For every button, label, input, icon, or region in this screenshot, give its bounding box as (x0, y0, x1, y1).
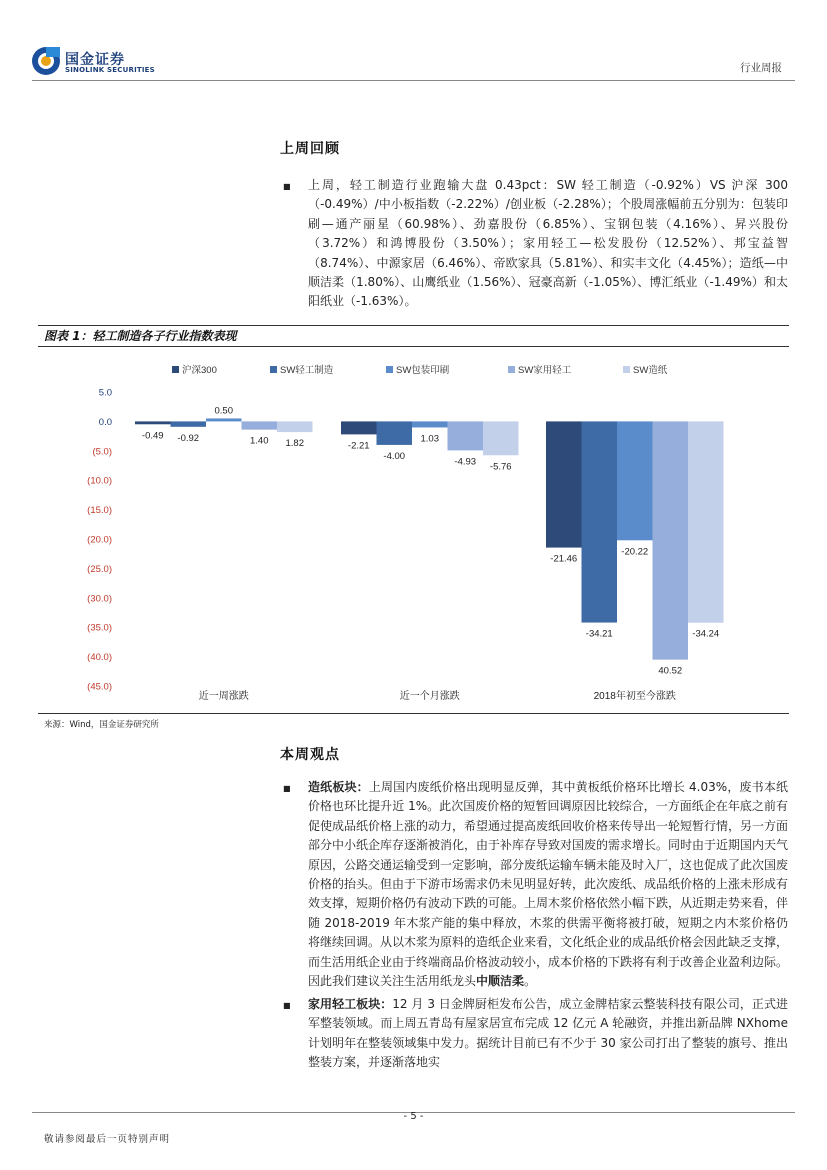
legend-swatch (508, 366, 515, 373)
sub-industry-index-chart (38, 348, 789, 713)
bar (653, 421, 689, 659)
logo-en-text: SINOLINK SECURITIES (65, 66, 155, 74)
paper-sector-end: 。 (524, 974, 537, 989)
data-label: 1.82 (285, 438, 304, 450)
data-label: -21.46 (550, 553, 578, 565)
household-sector-body: 12 月 3 日金牌厨柜发布公告，成立金牌桔家云整装科技有限公司，正式进军整装领域。而上周五青岛有屋家居宣布完成 12 亿元 A 轮融资，并推出新品牌 NXhome 计划明年在整装领域集中发力。据统计目前已有不少于 30 家公司打出了整装的旗号、推出整装方案，并逐渐落地实 (308, 997, 788, 1070)
bullet-icon: ■ (283, 1001, 291, 1010)
data-label: -34.21 (585, 628, 613, 640)
legend-swatch (386, 366, 393, 373)
bar (617, 421, 653, 540)
figure-title: 图表 1：轻工制造各子行业指数表现 (44, 329, 237, 343)
legend-swatch (172, 366, 179, 373)
disclaimer-text: 敬请参阅最后一页特别声明 (44, 1134, 171, 1145)
bar (448, 421, 484, 450)
paper-sector-emphasis: 中顺洁柔 (476, 974, 525, 989)
page-number: - 5 - (403, 1111, 424, 1122)
chart-y-axis (87, 388, 112, 693)
data-label: -2.21 (347, 440, 370, 452)
logo-cn-text: 国金证券 (65, 52, 125, 68)
bar (171, 421, 207, 426)
sinolink-logo-icon (31, 46, 61, 76)
bar (135, 421, 171, 424)
figure-bottom-rule (38, 713, 789, 714)
bar (206, 418, 242, 421)
category-label: 2018年初至今涨跌 (593, 691, 676, 702)
y-tick-label: 0.0 (98, 416, 112, 428)
bar (341, 421, 377, 434)
paper-sector-heading: 造纸板块： (308, 780, 369, 794)
data-label: 1.03 (420, 433, 439, 445)
category-label: 近一个月涨跌 (399, 691, 460, 702)
data-label: -0.49 (141, 430, 164, 442)
data-label: 40.52 (658, 665, 683, 677)
household-sector-heading: 家用轻工板块： (308, 997, 393, 1011)
y-tick-label: 5.0 (98, 387, 112, 399)
y-tick-label: (10.0) (87, 475, 112, 487)
paper-sector-body: 上周国内废纸价格出现明显反弹，其中黄板纸价格环比增长 4.03%，废书本纸价格也环比提升近 1%。此次国废价格的短暂回调原因比较综合，一方面纸企在年底之前有促使成品纸价格上涨的动力，希望通过提高废纸回收价格来传导出一轮短暂行情，另一方面部分中小纸企库存逐渐被消化，由于补库存导致对国废的需求增长。同时由于近期国内天气原因，公路交通运输受到一定影响，部分废纸运输车辆未能及时入厂，这也促成了此次国废价格的抬头。但由于下游市场需求仍未见明显好转，此次废纸、成品纸价格的上涨未形成有效支撑，短期价格仍有波动下跌的可能。上周木浆价格依然小幅下跌，从近期走势来看，伴随 2018-2019 年木浆产能的集中释放，木浆的供需平衡将被打破，短期之内木浆价格仍将继续回调。从以木浆为原料的造纸企业来看，文化纸企业的成品纸价格会因此缺乏支撑，而生活用纸企业由于终端商品价格波动较小，成本价格的下跌将有利于改善企业盈利边际。因此我们建议关注生活用纸龙头 (308, 780, 789, 989)
section-title-this-week: 本周观点 (280, 747, 340, 763)
y-tick-label: (20.0) (87, 534, 112, 546)
data-label: -20.22 (621, 546, 649, 558)
bar (546, 421, 582, 547)
y-tick-label: (15.0) (87, 505, 112, 517)
y-tick-label: (5.0) (92, 446, 112, 458)
bullet-icon: ■ (283, 784, 291, 793)
last-week-paragraph: 上周，轻工制造行业跑输大盘 0.43pct：SW 轻工制造（-0.92%）VS 沪深 300（-0.49%）/中小板指数（-2.22%）/创业板（-2.28%）；个股周涨幅前五分别为：包装印刷—通产丽星（60.98%）、劲嘉股份（6.85%）、宝钢包装（4.16%）、昇兴股份（3.72%）和鸿博股份（3.50%）；家用轻工—松发股份（12.52%）、邦宝益智（8.74%）、中源家居（6.46%）、帝欧家具（5.81%）、和实丰文化（4.45%）；造纸—中顺洁柔（1.80%）、山鹰纸业（1.56%）、冠豪高新（-1.05%）、博汇纸业（-1.49%）和太阳纸业（-1.63%）。 (308, 178, 788, 309)
section-title-last-week: 上周回顾 (280, 141, 340, 157)
data-label: -5.76 (489, 461, 512, 473)
data-label: -34.24 (692, 628, 720, 640)
y-tick-label: (45.0) (87, 681, 112, 693)
bar (582, 421, 618, 622)
header-divider (32, 80, 795, 81)
bar (483, 421, 519, 455)
category-label: 近一周涨跌 (198, 691, 249, 702)
legend-label: SW家用轻工 (518, 365, 572, 376)
figure-top-rule (38, 325, 789, 326)
household-sector-paragraph (308, 995, 788, 1073)
bar (242, 421, 278, 429)
y-tick-label: (35.0) (87, 622, 112, 634)
legend-label: SW造纸 (633, 365, 668, 376)
report-type: 行业周报 (740, 62, 782, 74)
data-label: -0.92 (177, 432, 200, 444)
y-tick-label: (25.0) (87, 563, 112, 575)
legend-label: SW轻工制造 (280, 365, 334, 376)
y-tick-label: (40.0) (87, 652, 112, 664)
chart-bars (135, 418, 724, 659)
legend-swatch (270, 366, 277, 373)
bar (277, 421, 313, 432)
legend-label: 沪深300 (182, 365, 217, 376)
data-label: 1.40 (250, 435, 269, 447)
data-label: 0.50 (214, 405, 233, 417)
figure-source: 来源：Wind，国金证券研究所 (44, 720, 159, 730)
paper-sector-paragraph (308, 778, 788, 991)
bar (377, 421, 413, 445)
y-tick-label: (30.0) (87, 593, 112, 605)
bullet-icon: ■ (283, 182, 291, 191)
chart-legend (172, 364, 668, 376)
chart-category-labels (199, 689, 676, 702)
figure-title-rule (38, 346, 789, 347)
bar (688, 421, 724, 622)
bar (412, 421, 448, 427)
legend-swatch (623, 366, 630, 373)
data-label: -4.00 (383, 450, 406, 462)
legend-label: SW包装印刷 (396, 365, 450, 376)
data-label: -4.93 (454, 456, 477, 468)
